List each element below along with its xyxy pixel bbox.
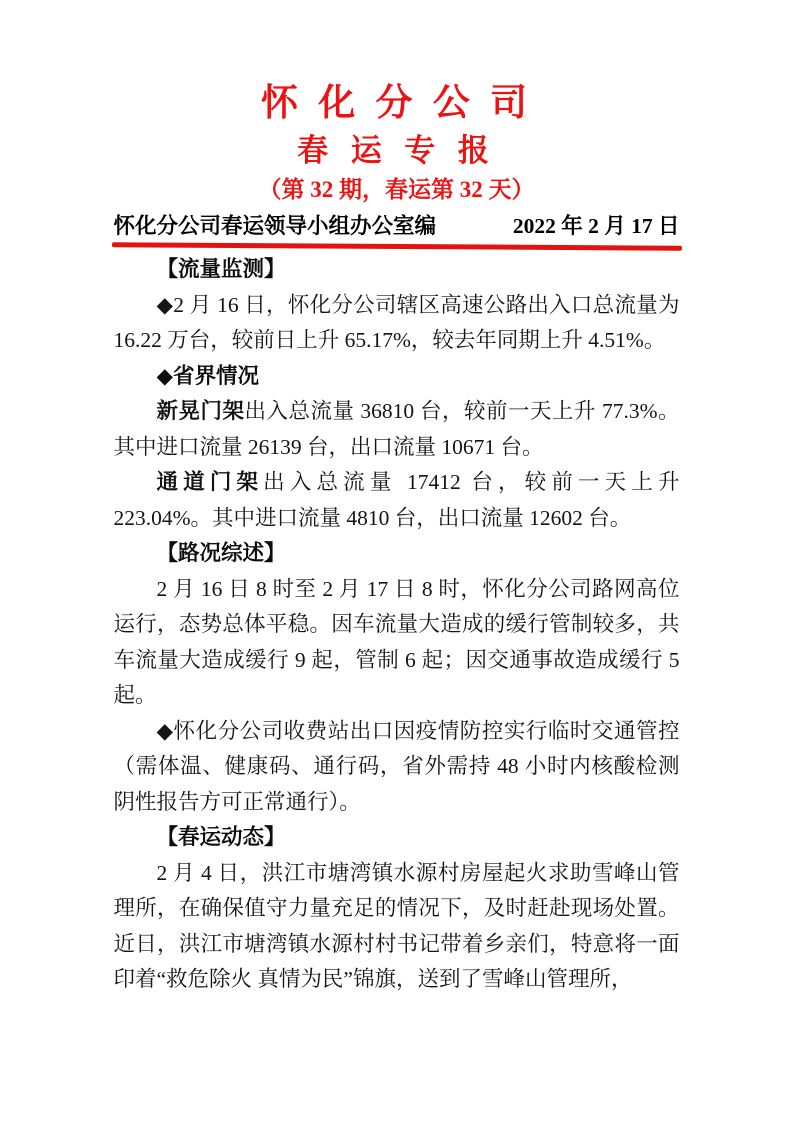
compiled-by-label: 怀化分公司春运领导小组办公室编 [113,214,437,238]
paragraph-epidemic-control: ◆怀化分公司收费站出口因疫情防控实行临时交通管控（需体温、健康码、通行码，省外需持 48 小时内核酸检测阴性报告方可正常通行）。 [113,718,680,814]
gantry-text-tongdao: 出入总流量 17412 台，较前一天上升 223.04%。其中进口流量 4810 台，出口流量 12602 台。 [113,470,680,530]
section-heading-traffic-monitoring: 【流量监测】 [156,257,286,281]
paragraph-tongdao-gantry [114,465,680,536]
report-title: 春 运 专 报 [297,133,496,168]
issue-info: （第 32 期，春运第 32 天） [258,177,535,202]
gantry-text-xinhuang: 出入总流量 36810 台，较前一天上升 77.3%。其中进口流量 26139 台，出口流量 10671 台。 [113,399,680,459]
report-date: 2022 年 2 月 17 日 [512,214,680,238]
subsection-heading-provincial-border: ◆省界情况 [156,363,260,388]
paragraph-total-traffic: ◆2 月 16 日，怀化分公司辖区高速公路出入口总流量为 16.22 万台，较前日上升 65.17%，较去年同期上升 4.51%。 [113,292,680,352]
paragraph-fire-rescue-story: 2 月 4 日，洪江市塘湾镇水源村房屋起火求助雪峰山管理所，在确保值守力量充足的情况下，及时赶赴现场处置。近日，洪江市塘湾镇水源村村书记带着乡亲们，特意将一面印着“救危除火 真情为民”锦旗，送到了雪峰山管理所， [113,860,680,991]
paragraph-xinhuang-gantry [114,394,680,465]
gantry-name-xinhuang: 新晃门架 [156,399,245,423]
section-heading-road-conditions: 【路况综述】 [156,541,286,565]
company-title: 怀 化 分 公 司 [260,82,533,123]
section-heading-spring-festival-news: 【春运动态】 [156,825,286,849]
header-divider-rule [111,242,681,250]
paragraph-network-status: 2 月 16 日 8 时至 2 月 17 日 8 时，怀化分公司路网高位运行，态势总体平稳。因车流量大造成的缓行管制较多，共车流量大造成缓行 9 起，管制 6 起；因交通事故造成缓行 5 起。 [113,576,680,707]
document-header [0,0,793,249]
gantry-name-tongdao: 通道门架 [156,470,264,494]
document-body [114,252,680,998]
editor-row [114,214,680,239]
